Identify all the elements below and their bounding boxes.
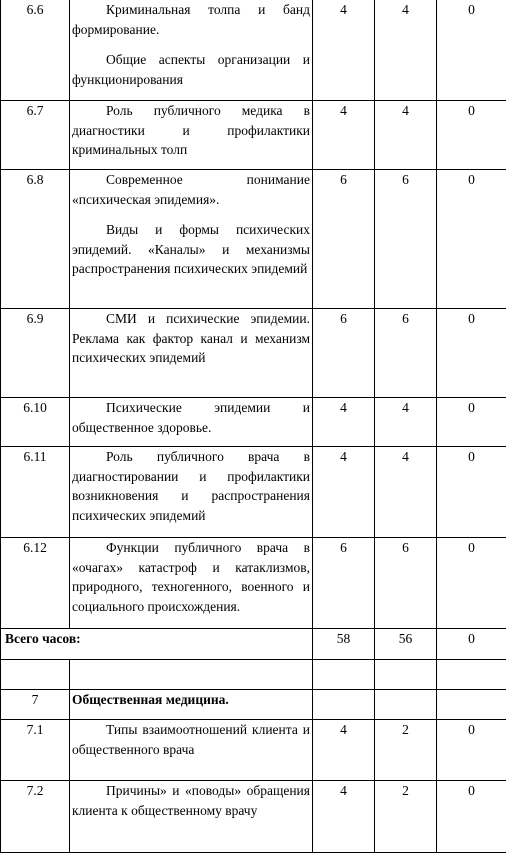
hours-total: 4 xyxy=(313,781,375,853)
topic-paragraph: СМИ и психические эпидемии. Реклама как фактор канал и механизм психических эпидемий xyxy=(72,309,310,368)
hours-contact: 4 xyxy=(375,447,437,538)
section-row xyxy=(1,690,506,720)
row-number: 6.8 xyxy=(1,170,70,309)
hours-total: 6 xyxy=(313,170,375,309)
row-topic xyxy=(70,781,313,853)
row-number: 7.1 xyxy=(1,720,70,781)
row-topic xyxy=(70,447,313,538)
total-row xyxy=(1,629,506,660)
row-topic xyxy=(70,0,313,101)
topic-paragraph: Причины» и «поводы» обращения клиента к общественному врачу xyxy=(72,781,310,820)
empty-cell xyxy=(375,660,437,690)
total-other: 0 xyxy=(437,629,506,660)
empty-row xyxy=(1,660,506,690)
hours-other: 0 xyxy=(437,170,506,309)
row-number: 7.2 xyxy=(1,781,70,853)
hours-contact: 6 xyxy=(375,538,437,629)
hours-total: 6 xyxy=(313,309,375,398)
hours-contact: 2 xyxy=(375,720,437,781)
hours-contact: 6 xyxy=(375,309,437,398)
table-row xyxy=(1,781,506,853)
table-row xyxy=(1,101,506,170)
hours-total: 4 xyxy=(313,720,375,781)
empty-cell xyxy=(437,660,506,690)
table-row xyxy=(1,309,506,398)
empty-cell xyxy=(375,690,437,720)
hours-contact: 4 xyxy=(375,0,437,101)
hours-other: 0 xyxy=(437,720,506,781)
row-number: 6.9 xyxy=(1,309,70,398)
topic-paragraph: Роль публичного врача в диагностировании и профилактики возникновения и распространения психических эпидемий xyxy=(72,447,310,525)
topic-paragraph: Типы взаимоотношений клиента и общественного врача xyxy=(72,720,310,759)
empty-cell xyxy=(1,660,70,690)
row-number: 6.10 xyxy=(1,398,70,447)
topic-paragraph: Психические эпидемии и общественное здоровье. xyxy=(72,398,310,437)
hours-other: 0 xyxy=(437,101,506,170)
row-number: 6.11 xyxy=(1,447,70,538)
row-topic xyxy=(70,101,313,170)
table-row xyxy=(1,538,506,629)
topic-paragraph: Роль публичного медика в диагностики и профилактики криминальных толп xyxy=(72,101,310,160)
hours-other: 0 xyxy=(437,309,506,398)
hours-other: 0 xyxy=(437,398,506,447)
hours-total: 4 xyxy=(313,398,375,447)
table-row xyxy=(1,0,506,101)
row-number: 6.6 xyxy=(1,0,70,101)
total-hours: 58 xyxy=(313,629,375,660)
hours-total: 4 xyxy=(313,0,375,101)
empty-cell xyxy=(70,660,313,690)
table-row xyxy=(1,398,506,447)
row-topic xyxy=(70,398,313,447)
topic-paragraph: Функции публичного врача в «очагах» катастроф и катаклизмов, природного, техногенного, военного и социального происхождения. xyxy=(72,538,310,616)
section-number: 7 xyxy=(1,690,70,720)
hours-total: 6 xyxy=(313,538,375,629)
hours-other: 0 xyxy=(437,538,506,629)
row-topic xyxy=(70,170,313,309)
empty-cell xyxy=(313,660,375,690)
hours-other: 0 xyxy=(437,447,506,538)
row-topic xyxy=(70,538,313,629)
table-body xyxy=(1,0,506,853)
hours-other: 0 xyxy=(437,781,506,853)
empty-cell xyxy=(437,690,506,720)
row-topic xyxy=(70,720,313,781)
row-number: 6.7 xyxy=(1,101,70,170)
topic-paragraph: Современное понимание «психическая эпидемия». xyxy=(72,170,310,209)
row-topic xyxy=(70,309,313,398)
hours-other: 0 xyxy=(437,0,506,101)
hours-total: 4 xyxy=(313,101,375,170)
total-label: Всего часов: xyxy=(1,629,313,660)
hours-contact: 4 xyxy=(375,101,437,170)
hours-total: 4 xyxy=(313,447,375,538)
table-row xyxy=(1,170,506,309)
hours-contact: 2 xyxy=(375,781,437,853)
topic-paragraph: Виды и формы психических эпидемий. «Каналы» и механизмы распространения психических эпидемий xyxy=(72,220,310,279)
topic-paragraph: Общие аспекты организации и функционирования xyxy=(72,50,310,89)
table-row xyxy=(1,720,506,781)
row-number: 6.12 xyxy=(1,538,70,629)
topic-paragraph: Криминальная толпа и банд формирование. xyxy=(72,0,310,39)
section-title: Общественная медицина. xyxy=(70,690,313,720)
hours-contact: 4 xyxy=(375,398,437,447)
total-contact: 56 xyxy=(375,629,437,660)
empty-cell xyxy=(313,690,375,720)
hours-contact: 6 xyxy=(375,170,437,309)
table-row xyxy=(1,447,506,538)
